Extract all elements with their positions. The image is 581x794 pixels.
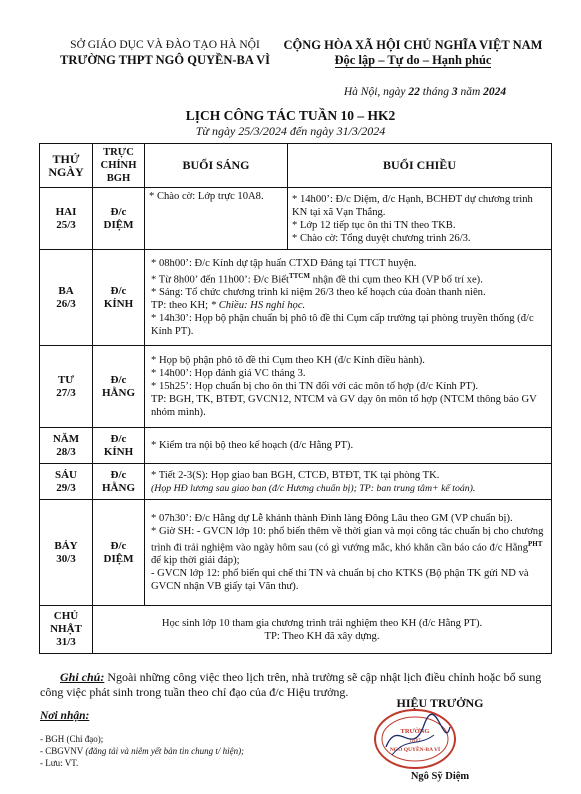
table-row — [40, 188, 552, 250]
schedule-note: Ghi chú: Ngoài những công việc theo lịch trên, nhà trường sẽ cập nhật lịch điều chỉnh hoặc bổ sung công việc phát sinh trong tuần theo chỉ đạo của đ/c Hiệu trưởng. — [40, 670, 542, 699]
recipients-title: Nơi nhận: — [40, 710, 90, 722]
day-cell: SÁU 29/3 — [40, 464, 93, 500]
svg-text:THPT: THPT — [408, 739, 422, 744]
duty-cell: Đ/c KÍNH — [93, 428, 145, 464]
header-duty: TRỰC CHÍNH BGH — [93, 144, 145, 188]
table-row — [40, 464, 552, 500]
duty-cell: Đ/c KÍNH — [93, 250, 145, 346]
header-afternoon: BUỔI CHIỀU — [288, 144, 552, 188]
merged-schedule-cell: * Kiểm tra nội bộ theo kế hoạch (đ/c Hằng PT). — [145, 428, 552, 464]
table-row — [40, 346, 552, 428]
sunday-schedule-cell: Học sinh lớp 10 tham gia chương trình trải nghiệm theo KH (đ/c Hằng PT). TP: Theo KH đã xây dựng. — [93, 606, 552, 654]
schedule-table — [39, 143, 552, 654]
agency-name: SỞ GIÁO DỤC VÀ ĐÀO TẠO HÀ NỘI — [70, 39, 260, 51]
table-row — [40, 606, 552, 654]
header-morning: BUỔI SÁNG — [145, 144, 288, 188]
school-stamp-icon — [372, 707, 458, 771]
recipients-list: - BGH (Chỉ đạo); - CBGVNV (đăng tải và niêm yết bản tin chung t/ hiện); - Lưu: VT. — [40, 734, 245, 768]
page-title: LỊCH CÔNG TÁC TUẦN 10 – HK2 — [185, 108, 396, 123]
day-cell: NĂM 28/3 — [40, 428, 93, 464]
table-header-row — [40, 144, 552, 188]
svg-text:NGÔ QUYỀN-BA VÌ: NGÔ QUYỀN-BA VÌ — [389, 747, 441, 753]
signature-title: HIỆU TRƯỞNG — [396, 696, 484, 710]
duty-cell: Đ/c DIỆM — [93, 188, 145, 250]
duty-cell: Đ/c HẰNG — [93, 346, 145, 428]
duty-cell: Đ/c DIỆM — [93, 500, 145, 606]
duty-cell: Đ/c HẰNG — [93, 464, 145, 500]
merged-schedule-cell: * 07h30’: Đ/c Hằng dự Lễ khánh thành Đình làng Đông Lâu theo GM (VP chuẩn bị). * Giờ SH: - GVCN lớp 10: phổ biến thêm về thời gian và mọi công tác chuẩn bị cho chương trình đi trải nghiệm vào ngày hôm sau (có gì vướng mắc, khó khăn cần báo cáo đ/c Hằng$^{PHT}$ để kịp thời giải đáp); - GVCN lớp 12: phổ biến qui chế thi TN và chuẩn bị cho KTKS (Bộ phận TK gửi ND và GVCN nhận VB giấy tại Văn thư). — [145, 500, 552, 606]
afternoon-cell: * 14h00’: Đ/c Diệm, đ/c Hạnh, BCHĐT dự chương trình KN tại xã Vạn Thắng. * Lớp 12 tiếp tục ôn thi TN theo TKB. * Chào cờ: Tổng duyệt chương trình 26/3. — [288, 188, 552, 250]
table-row — [40, 500, 552, 606]
merged-schedule-cell: * 08h00’: Đ/c Kính dự tập huấn CTXD Đảng tại TTCT huyện. * Từ 8h00’ đến 11h00’: Đ/c Biết$^{TTCM}$ nhận đề thi cụm theo KH (VP bố trí xe). * Sáng: Tổ chức chương trình kỉ niệm 26/3 theo kế hoạch của đoàn thanh niên. TP: theo KH; * Chiều: HS nghỉ học. * 14h30’: Họp bộ phận chuẩn bị phô tô đề thi Cụm cấp trường tại phòng truyền thống (đ/c Kính PT). — [145, 250, 552, 346]
school-name: TRƯỜNG THPT NGÔ QUYỀN-BA VÌ — [60, 53, 270, 67]
nation-name: CỘNG HÒA XÃ HỘI CHỦ NGHĨA VIỆT NAM — [283, 38, 543, 52]
page-subtitle: Từ ngày 25/3/2024 đến ngày 31/3/2024 — [195, 124, 386, 138]
day-cell: BA 26/3 — [40, 250, 93, 346]
merged-schedule-cell: * Tiết 2-3(S): Họp giao ban BGH, CTCĐ, BTĐT, TK tại phòng TK. (Họp HĐ lương sau giao ban (đ/c Hương chuẩn bị); TP: ban trung tâm+ kế toán). — [145, 464, 552, 500]
day-cell: HAI 25/3 — [40, 188, 93, 250]
nation-header — [282, 38, 544, 68]
table-row — [40, 250, 552, 346]
morning-cell: * Chào cờ: Lớp trực 10A8. — [145, 188, 288, 250]
school-header — [40, 38, 290, 68]
nation-motto: Độc lập – Tự do – Hạnh phúc — [334, 53, 492, 67]
merged-schedule-cell: * Họp bộ phận phô tô đề thi Cụm theo KH (đ/c Kính điều hành). * 14h00’: Họp đánh giá VC tháng 3. * 15h25’: Họp chuẩn bị cho ôn thi TN đối với các môn tổ hợp (đ/c Kính PT). TP: BGH, TK, BTĐT, GVCN12, NTCM và GV dạy ôn môn tổ hợp (NTCM thông báo GV nhóm mình). — [145, 346, 552, 428]
issue-date: Hà Nội, ngày 22 tháng 3 năm 2024 — [343, 86, 507, 98]
svg-text:TRƯỜNG: TRƯỜNG — [400, 728, 430, 735]
day-cell: CHỦ NHẬT 31/3 — [40, 606, 93, 654]
day-cell: TƯ 27/3 — [40, 346, 93, 428]
day-cell: BẢY 30/3 — [40, 500, 93, 606]
table-row — [40, 428, 552, 464]
header-day: THỨ NGÀY — [40, 144, 93, 188]
principal-name: Ngô Sỹ Diệm — [410, 771, 470, 782]
